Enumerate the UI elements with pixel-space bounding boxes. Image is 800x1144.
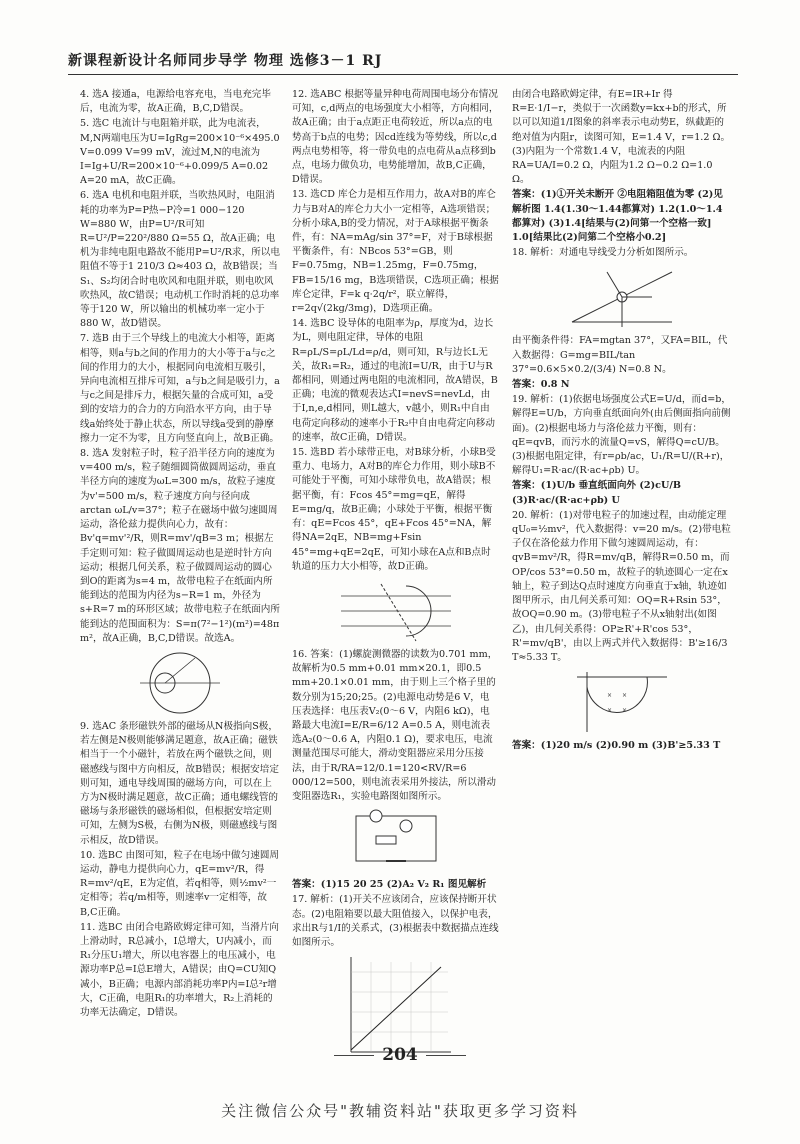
solution-item: 9. 选AC 条形磁铁外部的磁场从N极指向S极，若左侧是N极则能够满足题意，故A正确；磁铁相当于一个小磁针，若放在两个磁铁之间，则磁感线与图中方向相反，故B错误；根据安培定则可知，通电导线周围的磁场方向，可以在上方为N极时满足题意，故C正确；通电螺线管的磁场与条形磁铁的磁场相似，但根据安培定则可知，左侧为S极，右侧为N极，则磁感线与图示相反，故D错误。 bbox=[80, 720, 279, 846]
answer-line: 答案：(1)①开关未断开 ②电阻箱阻值为零 (2)见解析图 1.4(1.30～1.44都算对) 1.2(1.0～1.4都算对) (3)1.4[结果与(2)问第一个空格一致] 1.0[结果比(2)问第二个空格小0.2] bbox=[512, 189, 723, 244]
answer-line: 答案：(1)15 20 25 (2)A₂ V₂ R₁ 图见解析 bbox=[292, 879, 487, 891]
solution-item: 由平衡条件得：FA=mgtan 37°，又FA=BIL，代入数据得：G=mg=BIL/tan 37°=0.6×5×0.2/(3/4) N=0.8 N。 bbox=[512, 335, 728, 375]
column-left bbox=[80, 88, 280, 1063]
solution-item: 20. 解析：(1)对带电粒子的加速过程，由动能定理qU₀=½mv²，代入数据得：v=20 m/s。(2)带电粒子仅在洛伦兹力作用下做匀速圆周运动，有：qvB=mv²/R，得R=mv/qB，解得R=0.50 m，而OP/cos 53°=0.50 m，故粒子的轨迹圆心一定在x轴上，粒子到达Q点时速度方向垂直于x轴，轨迹如图甲所示，由几何关系可知：OQ=R+Rsin 53°，故OQ=0.90 m。(3)带电粒子不从x轴射出(如图乙)，由几何关系得：OP≥R'+R'cos 53°，R'=mv/qB'，由以上两式并代入数据得：B'≥16/3 T≈5.33 T。 bbox=[512, 509, 731, 663]
solution-item: 18. 解析：对通电导线受力分析如图所示。 bbox=[512, 247, 694, 259]
page-footer: 关注微信公众号"教辅资料站"获取更多学习资料 bbox=[221, 1102, 579, 1120]
column-right bbox=[512, 88, 732, 1063]
answer-line: 答案：0.8 N bbox=[512, 379, 570, 391]
column-middle bbox=[292, 88, 499, 1063]
answer-line: 答案：(1)U/b 垂直纸面向外 (2)cU/B (3)R·ac/(R·ac+ρb) U bbox=[512, 480, 681, 506]
force-diagram-figure bbox=[562, 262, 682, 332]
page-number-text: 204 bbox=[382, 1045, 418, 1065]
solution-item: 4. 选A 接通a，电源给电容充电，当电充完毕后，电流为零，故A正确，B,C,D错误。 bbox=[80, 89, 271, 115]
solution-item: 10. 选BC 由图可知，粒子在电场中做匀速圆周运动，静电力提供向心力，qE=mv²/R，得R=mv²/qE，E为定值，若q相等，则½mv²一定相等；若q/m相等，则速率v一定相等，故B,C正确。 bbox=[80, 849, 280, 918]
page-number-rule-left bbox=[334, 1055, 374, 1056]
page-number bbox=[0, 1045, 800, 1065]
solution-item: 17. 解析：(1)开关不应该闭合，应该保持断开状态。(2)电阻箱要以最大阻值接入，以保护电表，求出R与1/I的关系式，(3)根据表中数据描点连线如图所示。 bbox=[292, 894, 499, 948]
page-header: 新课程新设计名师同步导学 物理 选修3－1 RJ bbox=[68, 50, 738, 75]
solution-item: 16. 答案：(1)螺旋测微器的读数为0.701 mm，故解析为0.5 mm+0.01 mm×20.1，即0.5 mm+20.1×0.01 mm，由于则上三个格子里的数分别为15;20;25。(2)电源电动势是6 V，电压表选择：电压表V₂(0～6 V，内阻6 kΩ)，电路最大电流I=E/R=6/12 A=0.5 A，则电流表选A₂(0～0.6 A，内阻0.1 Ω)，要求电压，电流测量范围尽可能大，滑动变阻器应采用分压接法，由于R/RA=12/0.1=120<RV/R=6 000/12=500，则电流表采用外接法，所以滑动变阻器选R₁，实验电路图如图所示。 bbox=[292, 648, 498, 802]
solution-item: 14. 选BC 设导体的电阻率为ρ，厚度为d，边长为L，则电阻定律，导体的电阻R=ρL/S=ρL/Ld=ρ/d，则可知，R与边长L无关，故R₁=R₂，通过的电流I=U/R，由于U与R都相同，则通过两电阻的电流相同，故A错误，B正确；电流的微观表达式I=nevS=nevLd，由于I,n,e,d相同，则L越大，v越小，则R₁中自由电荷定向移动的速率小于R₂中自由电荷定向移动的速率，故C正确，D错误。 bbox=[292, 318, 498, 443]
svg-text:×: × bbox=[622, 707, 628, 715]
solution-item: 19. 解析：(1)依据电场强度公式E=U/d，而d=b，解得E=U/b，方向垂直纸面向外(由后侧面指向前侧面)。(2)根据电场力与洛伦兹力平衡，则有：qE=qvB，而污水的流量Q=vS，解得Q=cU/B。(3)根据电阻定律，有r=ρb/ac，U₁/R=U/(R+r)，解得U₁=R·ac/(R·ac+ρb) U。 bbox=[512, 394, 732, 477]
trajectory-figure bbox=[567, 667, 677, 737]
solution-item: 6. 选A 电机和电阻并联，当吹热风时，电阻消耗的功率为P=P热−P冷=1 000−120 W=880 W，由P=U²/R可知R=U²/P=220²/880 Ω=55 Ω，故A正确；电机为非纯电阻电路故不能用P=U²/R求，所以电阻值不等于1 210/3 Ω≈403 Ω，故B错误；当S₁、S₂均闭合时电吹风和电阻并联，则电吹风吹热风，故C错误；电动机工作时消耗的总功率等于120 W，所以输出的机械功率一定小于880 W，故D错误。 bbox=[80, 190, 280, 330]
solution-item: 5. 选C 电流计与电阻箱并联，此为电流表，M,N两端电压为U=IgRg=200×10⁻⁶×495.0 V=0.099 V=99 mV，流过M,N的电流为I=Ig+U/R=200×10⁻⁶+0.099/5 A=0.02 A=20 mA，故C正确。 bbox=[80, 118, 280, 187]
circuit-figure bbox=[341, 806, 451, 876]
page-number-rule-right bbox=[426, 1055, 466, 1056]
solution-item: 由闭合电路欧姆定律，有E=IR+Ir 得R=E·1/I−r，类似于一次函数y=kx+b的形式，所以可以知道1/I图象的斜率表示电动势E，纵截距的绝对值为内阻r，读图可知，E=1.4 V，r=1.2 Ω。(3)内阻为一个常数1.4 V，电流表的内阻RA=UA/I=0.2 Ω，内阻为1.2 Ω−0.2 Ω=1.0 Ω。 bbox=[512, 89, 731, 186]
solution-item: 8. 选A 发射粒子时，粒子沿半径方向的速度为v=400 m/s，粒子随细圆筒做圆周运动，垂直半径方向的速度为ωL=300 m/s，故粒子速度为v'=500 m/s，粒子速度方向与径向成arctan ωL/v=37°；粒子在磁场中做匀速圆周运动，洛伦兹力提供向心力，故有：Bv'q=mv'²/R，则R=mv'/qB=3 m；根据左手定则可知：粒子做圆周运动也是逆时针方向运动；根据几何关系，粒子做圆周运动的圆心到O的距离为s=4 m，故带电粒子在纸面内所能到达的范围为内径为s−R=1 m，外径为s+R=7 m的环形区域；故带电粒子在纸面内所能到达的范围面积为：S=π(7²−1²)(m²)=48π m²，故A正确，B,C,D错误。故选A。 bbox=[80, 448, 280, 644]
solution-item: 15. 选BD 若小球带正电，对B球分析，小球B受重力、电场力，A对B的库仑力作用，则小球B不可能处于平衡，可知小球带负电，故A错误；根据平衡，有：Fcos 45°=mg=qE，解得E=mg/q，故B正确；小球处于平衡，根据平衡有：qE=Fcos 45°，qE+Fcos 45°=NA，解得NA=2qE，NB=mg+Fsin 45°=mg+qE=2qE，可知小球在A点和B点时轨道的压力大小相等，故D正确。 bbox=[292, 447, 496, 572]
field-force-figure bbox=[336, 576, 456, 646]
solution-item: 7. 选B 由于三个导线上的电流大小相等，距离相等，则a与b之间的作用力的大小等于a与c之间的作用力的大小，根据同向电流相互吸引，异向电流相互排斥可知，a与b之间是吸引力，a与c之间是排斥力，根据矢量的合成可知，a受到的安培力的合力的方向沿水平方向，由于导线a始终处于静止状态，所以导线a受到的静摩擦力一定不为零，且方向竖直向上，故B正确。 bbox=[80, 333, 280, 444]
circle-diagram-figure bbox=[125, 648, 235, 718]
solution-item: 13. 选CD 库仑力是相互作用力，故A对B的库仑力与B对A的库仑力大小一定相等，A选项错误；分析小球A,B的受力情况，对于A球根据平衡条件，有：NA=mAg/sin 37°=F，对于B球根据平衡条件，有：NBcos 53°=GB，则F=0.75mg，NB=1.25mg，F=0.75mg，FB=15/16 mg，B选项错误，C选项正确；根据库仑定律，F=k q·2q/r²，联立解得，r=2q√(2kg/3mg)，D选项正确。 bbox=[292, 189, 499, 315]
answer-line: 答案：(1)20 m/s (2)0.90 m (3)B'≥5.33 T bbox=[512, 740, 721, 752]
solution-item: 11. 选BC 由闭合电路欧姆定律可知，当滑片向上滑动时，R总减小，I总增大，U内减小，而R₁分压U₁增大，所以电容器上的电压减小，电源功率P总=I总E增大，A错误；由Q=CU知Q减小，B正确；电源内部消耗功率P内=I总²r增大，C正确，电阻R₁的功率增大，R₂上消耗的功率无法确定，D错误。 bbox=[80, 921, 280, 1018]
svg-text:×: × bbox=[607, 707, 613, 715]
svg-text:×: × bbox=[607, 692, 613, 700]
solution-item: 12. 选ABC 根据等量异种电荷周围电场分布情况可知，c,d两点的电场强度大小相等，方向相同，故A正确；由于a点距正电荷较近，所以a点的电势高于b点的电势；因cd连线为等势线，所以c,d两点电势相等，将一带负电的点电荷从a点移到b点，电场力做负功，电势能增加，故B,C正确，D错误。 bbox=[292, 89, 499, 186]
svg-text:×: × bbox=[622, 692, 628, 700]
